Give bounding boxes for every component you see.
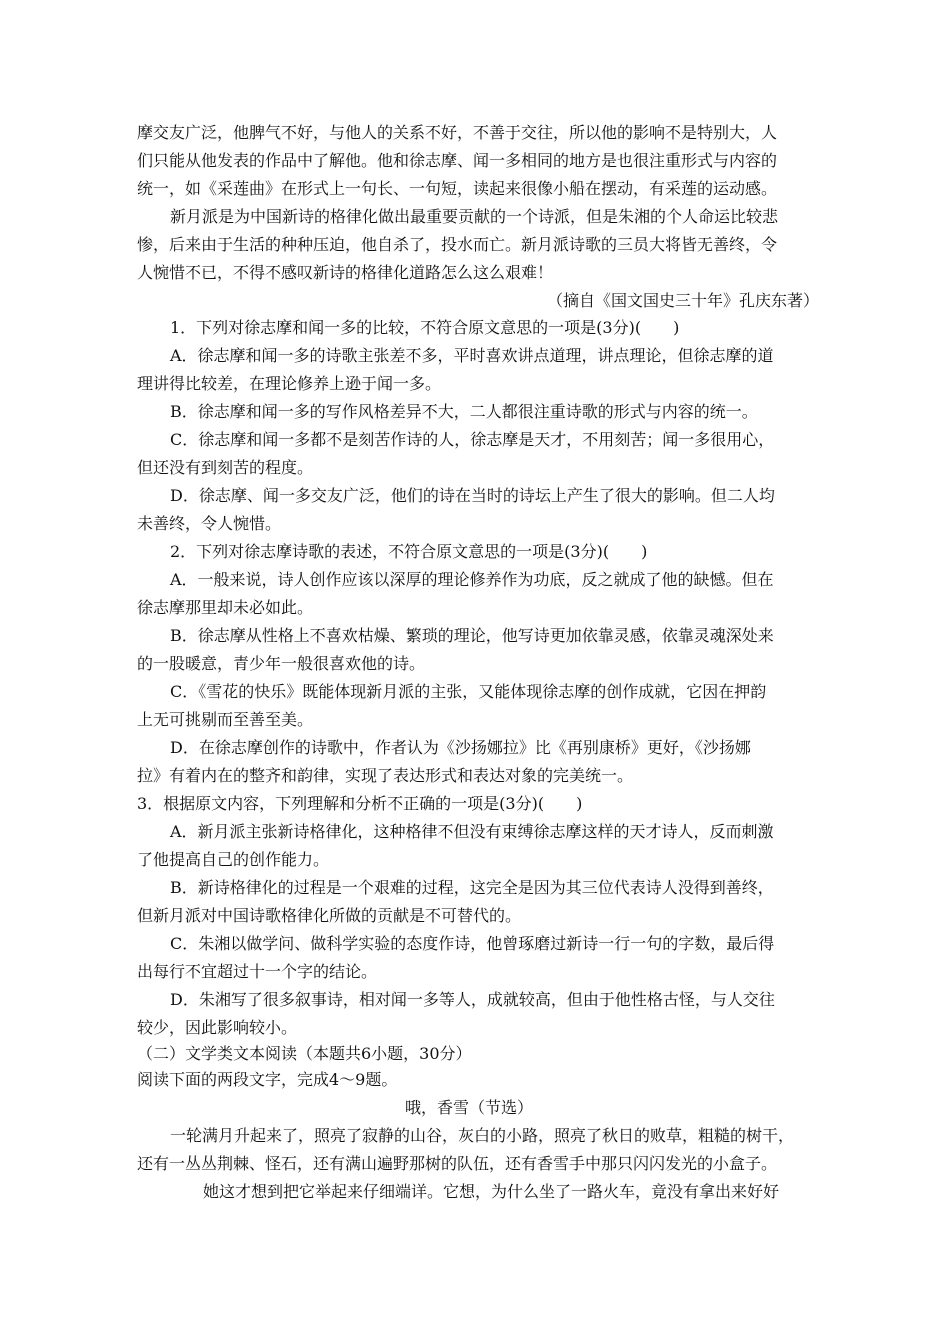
option-line: 但还没有到刻苦的程度。 — [137, 458, 314, 477]
passage-line: 惨，后来由于生活的种种压迫，他自杀了，投水而亡。新月派诗歌的三员大将皆无善终，令 — [137, 235, 778, 254]
source-citation: （摘自《国文国史三十年》孔庆东著） — [547, 291, 820, 310]
option-line: B．徐志摩从性格上不喜欢枯燥、繁琐的理论，他写诗更加依靠灵感，依靠灵魂深处来 — [170, 626, 774, 645]
excerpt-title: 哦，香雪（节选） — [405, 1098, 534, 1117]
option-line: A．一般来说，诗人创作应该以深厚的理论修养作为功底，反之就成了他的缺憾。但在 — [170, 570, 774, 589]
option-line: 理讲得比较差，在理论修养上逊于闻一多。 — [137, 374, 442, 393]
passage-line: 人惋惜不已，不得不感叹新诗的格律化道路怎么这么艰难！ — [137, 263, 554, 282]
option-line: C．徐志摩和闻一多都不是刻苦作诗的人，徐志摩是天才，不用刻苦；闻一多很用心， — [170, 430, 775, 449]
option-line: D．在徐志摩创作的诗歌中，作者认为《沙扬娜拉》比《再别康桥》更好，《沙扬娜 — [170, 738, 751, 757]
option-line: A．徐志摩和闻一多的诗歌主张差不多，平时喜欢讲点道理，讲点理论，但徐志摩的道 — [170, 346, 774, 365]
section-heading: （二）文学类文本阅读（本题共6小题，30分） — [137, 1044, 472, 1063]
excerpt-line: 还有一丛丛荆棘、怪石，还有满山遍野那树的队伍，还有香雪手中那只闪闪发光的小盒子。 — [137, 1154, 778, 1173]
passage-line: 摩交友广泛，他脾气不好，与他人的关系不好，不善于交往，所以他的影响不是特别大，人 — [137, 123, 778, 142]
option-line: 出每行不宜超过十一个字的结论。 — [137, 962, 378, 981]
option-line: C．朱湘以做学问、做科学实验的态度作诗，他曾琢磨过新诗一行一句的字数，最后得 — [170, 934, 775, 953]
option-line: 未善终，令人惋惜。 — [137, 514, 282, 533]
option-line: C．《雪花的快乐》既能体现新月派的主张，又能体现徐志摩的创作成就，它因在押韵 — [170, 682, 767, 701]
option-line: 但新月派对中国诗歌格律化所做的贡献是不可替代的。 — [137, 906, 522, 925]
section-instruction: 阅读下面的两段文字，完成4～9题。 — [137, 1070, 398, 1089]
option-line: B．徐志摩和闻一多的写作风格差异不大，二人都很注重诗歌的形式与内容的统一。 — [170, 402, 758, 421]
excerpt-line: 她这才想到把它举起来仔细端详。它想，为什么坐了一路火车，竟没有拿出来好好 — [203, 1182, 780, 1201]
option-line: 较少，因此影响较小。 — [137, 1018, 298, 1037]
option-line: 上无可挑剔而至善至美。 — [137, 710, 314, 729]
passage-line: 们只能从他发表的作品中了解他。他和徐志摩、闻一多相同的地方是也很注重形式与内容的 — [137, 151, 778, 170]
option-line: 拉》有着内在的整齐和韵律，实现了表达形式和表达对象的完美统一。 — [137, 766, 634, 785]
option-line: 了他提高自己的创作能力。 — [137, 850, 330, 869]
question-stem: 1．下列对徐志摩和闻一多的比较，不符合原文意思的一项是(3分)( ) — [170, 318, 680, 337]
question-stem: 2．下列对徐志摩诗歌的表述，不符合原文意思的一项是(3分)( ) — [170, 542, 648, 561]
option-line: A．新月派主张新诗格律化，这种格律不但没有束缚徐志摩这样的天才诗人，反而刺激 — [170, 822, 774, 841]
option-line: D．徐志摩、闻一多交友广泛，他们的诗在当时的诗坛上产生了很大的影响。但二人均 — [170, 486, 775, 505]
option-line: 徐志摩那里却未必如此。 — [137, 598, 314, 617]
excerpt-line: 一轮满月升起来了，照亮了寂静的山谷，灰白的小路，照亮了秋日的败草，粗糙的树干， — [170, 1126, 795, 1145]
option-line: 的一股暖意，青少年一般很喜欢他的诗。 — [137, 654, 426, 673]
passage-line: 新月派是为中国新诗的格律化做出最重要贡献的一个诗派，但是朱湘的个人命运比较悲 — [170, 207, 779, 226]
option-line: D．朱湘写了很多叙事诗，相对闻一多等人，成就较高，但由于他性格古怪，与人交往 — [170, 990, 775, 1009]
option-line: B．新诗格律化的过程是一个艰难的过程，这完全是因为其三位代表诗人没得到善终， — [170, 878, 774, 897]
question-stem: 3．根据原文内容，下列理解和分析不正确的一项是(3分)( ) — [137, 794, 583, 813]
passage-line: 统一，如《采莲曲》在形式上一句长、一句短，读起来很像小船在摆动，有采莲的运动感。 — [137, 179, 778, 198]
